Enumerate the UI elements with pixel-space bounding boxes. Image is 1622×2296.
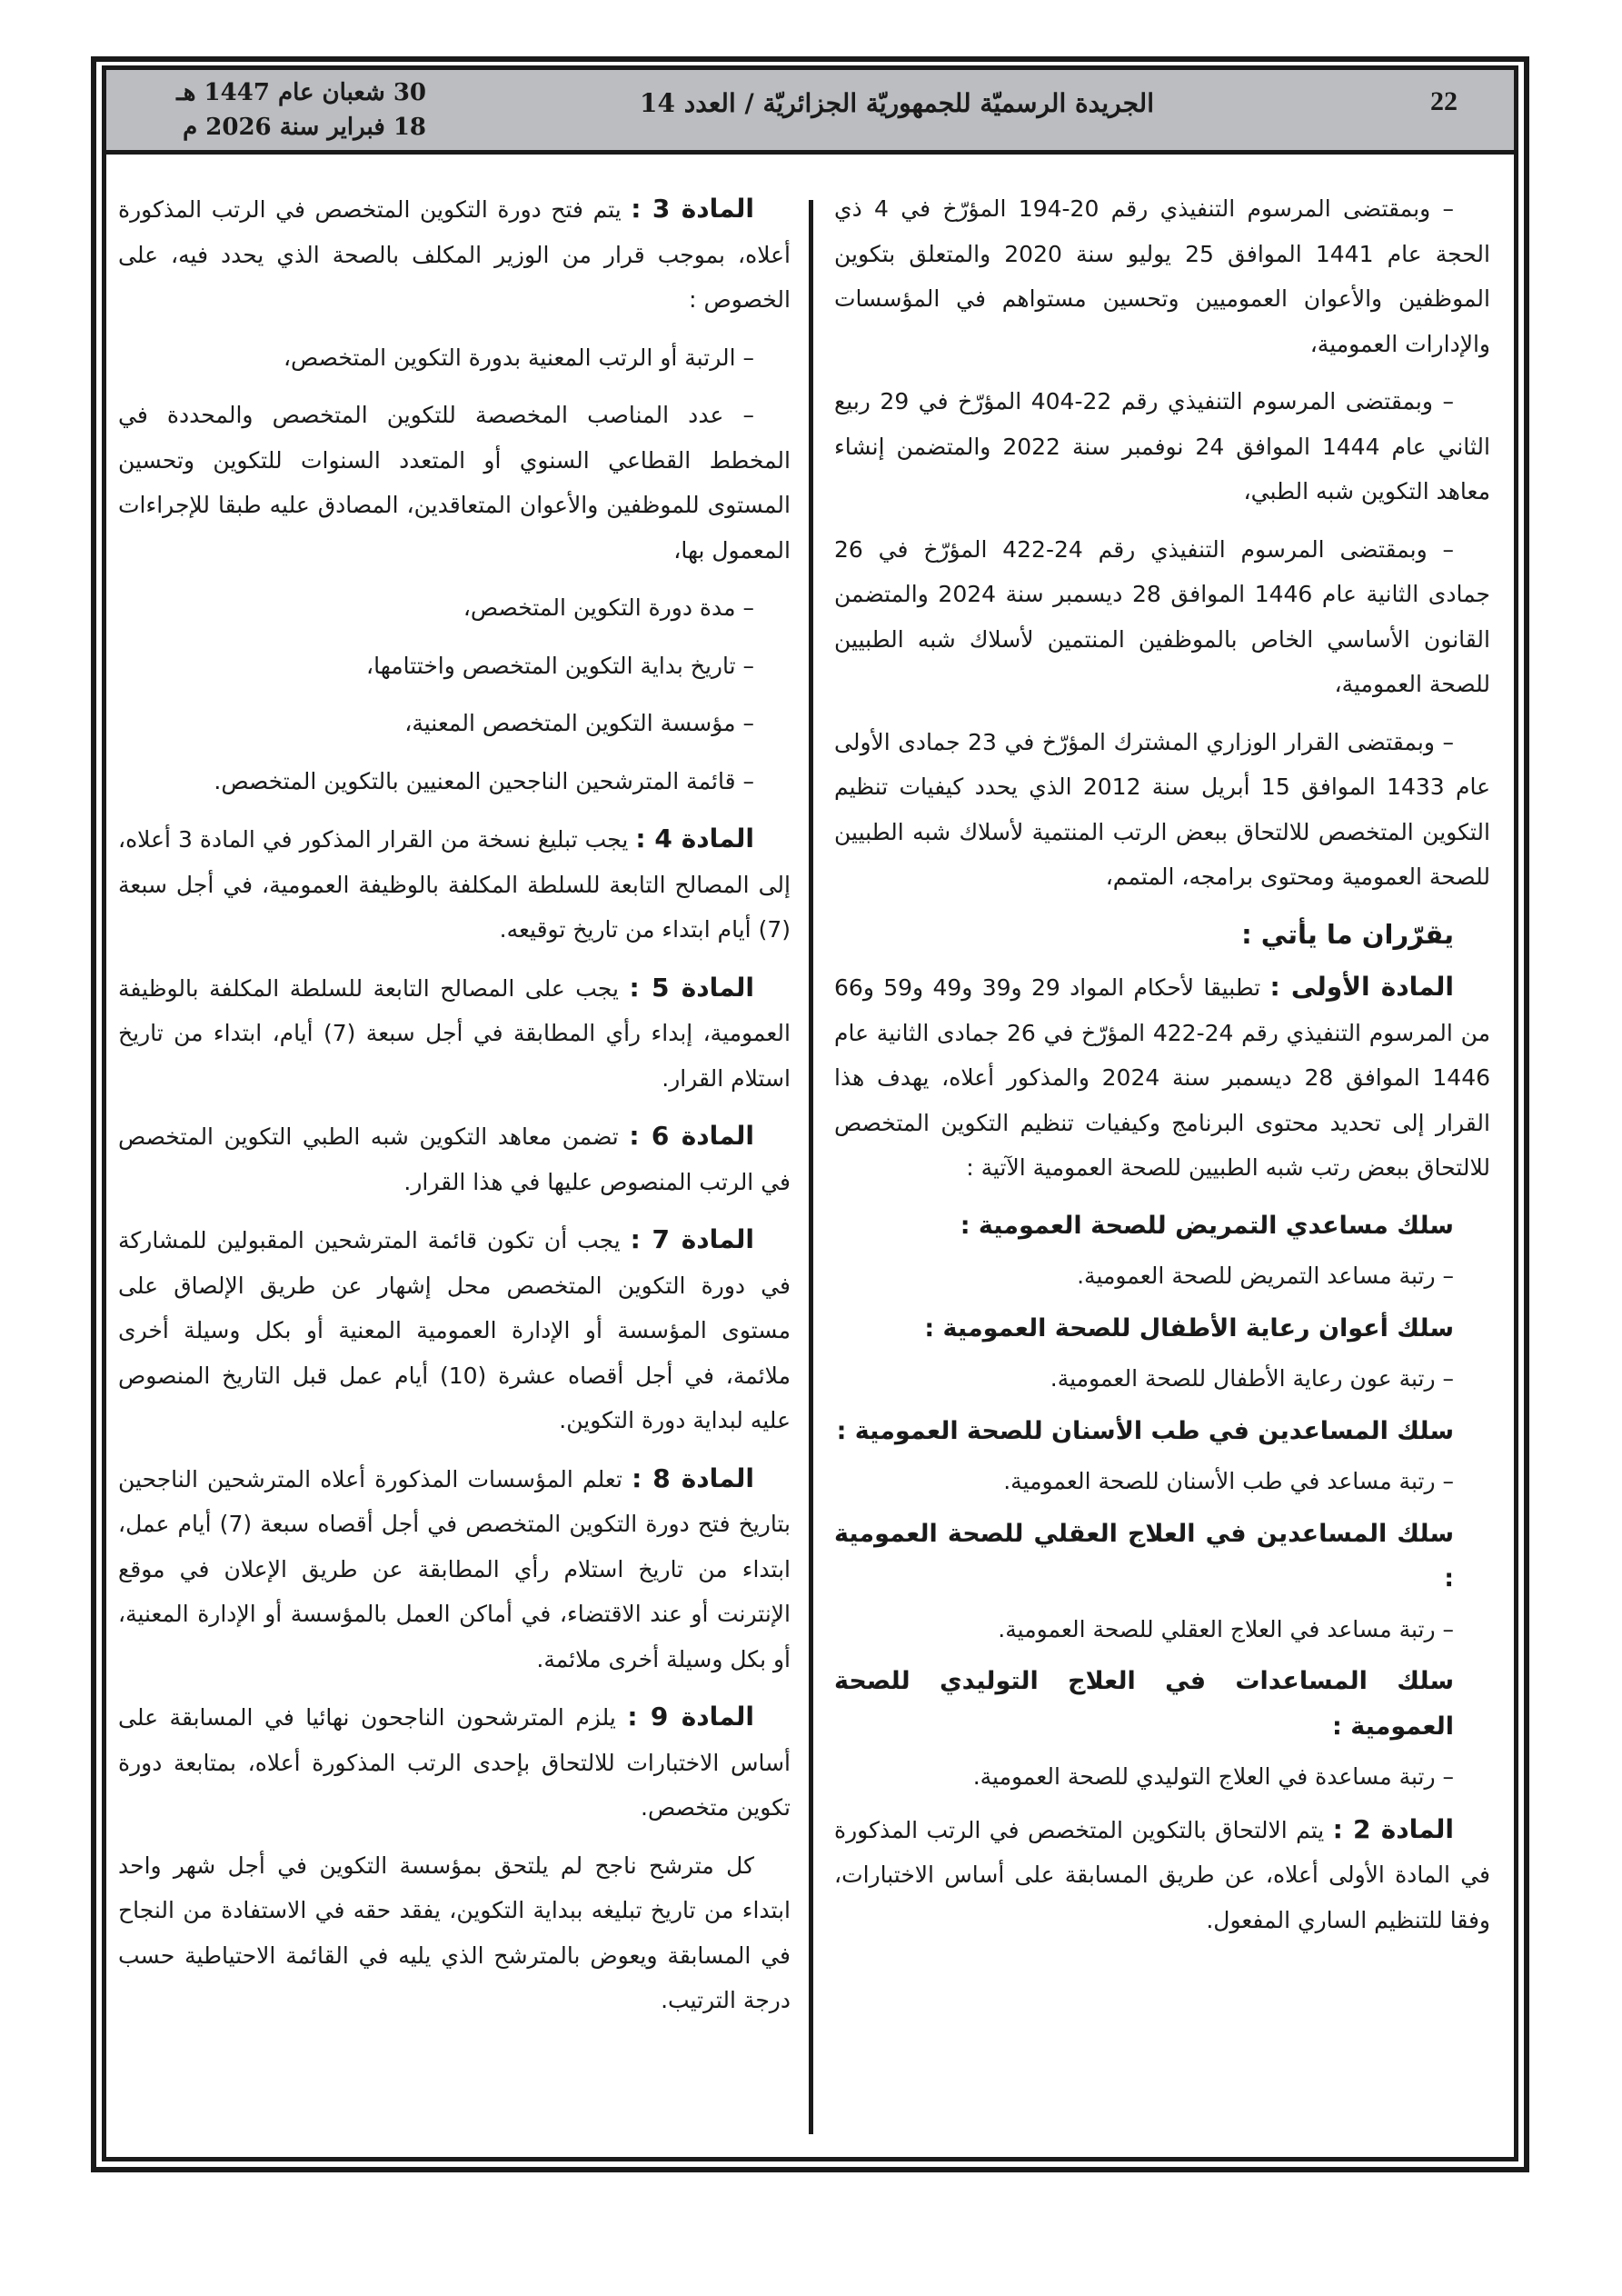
rank-item: – رتبة مساعدة في العلاج التوليدي للصحة العمومية. xyxy=(972,1763,1454,1790)
corps-title: سلك أعوان رعاية الأطفال للصحة العمومية : xyxy=(924,1313,1454,1343)
article-4 xyxy=(118,816,791,953)
article-text: يلزم المترشحون الناجحون نهائيا في المسابقة على أساس الاختبارات للالتحاق بإحدى الرتب المذكورة أعلاه، بمتابعة دورة تكوين متخصص. xyxy=(118,1704,791,1821)
article-text: تضمن معاهد التكوين شبه الطبي التكوين المتخصص في الرتب المنصوص عليها في هذا القرار. xyxy=(118,1123,791,1195)
date-gregorian: 18 فبراير سنة 2026 م xyxy=(183,114,426,141)
list-item: – مدة دورة التكوين المتخصص، xyxy=(463,594,754,621)
gazette-title: الجريدة الرسميّة للجمهوريّة الجزائريّة / العدد 14 xyxy=(640,88,1154,118)
issue-date xyxy=(126,75,426,145)
corps-title: سلك المساعدين في طب الأسنان للصحة العمومية : xyxy=(836,1416,1454,1445)
article-text: يجب تبليغ نسخة من القرار المذكور في المادة 3 أعلاه، إلى المصالح التابعة للسلطة المكلفة بالوظيفة العمومية، في أجل سبعة (7) أيام ابتداء من تاريخ توقيعه. xyxy=(118,826,791,943)
article-label: المادة 3 : xyxy=(631,194,755,224)
corps-title: سلك المساعدين في العلاج العقلي للصحة العمومية : xyxy=(834,1519,1454,1592)
date-hijri: 30 شعبان عام 1447 هـ xyxy=(176,79,426,106)
article-text: يجب أن تكون قائمة المترشحين المقبولين للمشاركة في دورة التكوين المتخصص محل إشهار عن طريق الإلصاق على مستوى المؤسسة أو الإدارة العمومية المعنية أو بكل وسيلة أخرى ملائمة، في أجل أقصاه عشرة (10) أيام عمل قبل التاريخ المنصوص عليه لبداية دورة التكوين. xyxy=(118,1227,791,1433)
article-2 xyxy=(834,1807,1490,1943)
column-divider xyxy=(809,200,813,2134)
article-9 xyxy=(118,1694,791,1831)
list-item: – تاريخ بداية التكوين المتخصص واختتامها، xyxy=(366,652,754,679)
article-label: المادة 2 : xyxy=(1332,1813,1454,1844)
article-text: يتم فتح دورة التكوين المتخصص في الرتب المذكورة أعلاه، بموجب قرار من الوزير المكلف بالصحة الذي يحدد فيه، على الخصوص : xyxy=(118,196,791,313)
article-label: المادة 5 : xyxy=(629,972,755,1003)
visa-paragraph: – وبمقتضى المرسوم التنفيذي رقم 20-194 المؤرّخ في 4 ذي الحجة عام 1441 الموافق 25 يوليو سنة 2020 والمتعلق بتكوين الموظفين والأعوان العموميين وتحسين مستواهم في المؤسسات والإدارات العمومية، xyxy=(834,195,1490,357)
rank-item: – رتبة مساعد في العلاج العقلي للصحة العمومية. xyxy=(998,1615,1454,1642)
article-9-continuation: كل مترشح ناجح لم يلتحق بمؤسسة التكوين في أجل شهر واحد ابتداء من تاريخ تبليغه ببداية التكوين، يفقد حقه في الاستفادة من النجاح في المسابقة ويعوض بالمترشح الذي يليه في القائمة الاحتياطية حسب درجة الترتيب. xyxy=(118,1852,791,2013)
list-item: – الرتبة أو الرتب المعنية بدورة التكوين المتخصص، xyxy=(283,344,754,371)
corps-title: سلك مساعدي التمريض للصحة العمومية : xyxy=(960,1211,1454,1240)
article-8 xyxy=(118,1456,791,1682)
rank-item: – رتبة مساعد التمريض للصحة العمومية. xyxy=(1077,1263,1454,1289)
article-text: يتم الالتحاق بالتكوين المتخصص في الرتب المذكورة في المادة الأولى أعلاه، عن طريق المسابقة على أساس الاختبارات، وفقا للتنظيم الساري المفعول. xyxy=(834,1816,1490,1933)
list-item: – قائمة المترشحين الناجحين المعنيين بالتكوين المتخصص. xyxy=(214,767,754,794)
article-label: المادة 7 : xyxy=(630,1224,755,1254)
article-text: تعلم المؤسسات المذكورة أعلاه المترشحين الناجحين بتاريخ فتح دورة التكوين المتخصص في أجل أقصاه سبعة (7) أيام عمل، ابتداء من تاريخ استلام رأي المطابقة عن طريق الإعلان في موقع الإنترنت أو عند الاقتضاء، في أماكن العمل بالمؤسسة أو الإدارة المعنية، أو بكل وسيلة أخرى ملائمة. xyxy=(118,1465,791,1672)
visa-paragraph: – وبمقتضى المرسوم التنفيذي رقم 22-404 المؤرّخ في 29 ربيع الثاني عام 1444 الموافق 24 نوفمبر سنة 2022 والمتضمن إنشاء معاهد التكوين شبه الطبي، xyxy=(834,388,1490,504)
article-label: المادة 6 : xyxy=(629,1121,755,1151)
rank-item: – رتبة مساعد في طب الأسنان للصحة العمومية. xyxy=(1003,1468,1454,1494)
gazette-header xyxy=(106,70,1514,155)
article-7 xyxy=(118,1217,791,1443)
article-text: يجب على المصالح التابعة للسلطة المكلفة بالوظيفة العمومية، إبداء رأي المطابقة في أجل سبعة (7) أيام، ابتداء من تاريخ استلام القرار. xyxy=(118,974,791,1092)
page-number: 22 xyxy=(1430,86,1458,116)
left-column xyxy=(118,186,791,2023)
article-text: تطبيقا لأحكام المواد 29 و39 و49 و59 و66 من المرسوم التنفيذي رقم 24-422 المؤرّخ في 26 جمادى الثانية عام 1446 الموافق 28 ديسمبر سنة 2024 والمذكور أعلاه، يهدف هذا القرار إلى تحديد محتوى البرنامج وكيفيات تنظيم التكوين المتخصص للالتحاق ببعض رتب شبه الطبيين للصحة العمومية الآتية : xyxy=(834,974,1491,1181)
visa-paragraph: – وبمقتضى المرسوم التنفيذي رقم 24-422 المؤرّخ في 26 جمادى الثانية عام 1446 الموافق 28 ديسمبر سنة 2024 والمتضمن القانون الأساسي الخاص بالموظفين المنتمين لأسلاك شبه الطبيين للصحة العمومية، xyxy=(834,535,1491,697)
decide-heading: يقرّران ما يأتي : xyxy=(1241,918,1454,950)
article-5 xyxy=(118,965,791,1102)
article-3 xyxy=(118,186,791,323)
right-column xyxy=(834,186,1490,1955)
article-1 xyxy=(834,964,1490,1191)
list-item: – مؤسسة التكوين المتخصص المعنية، xyxy=(404,710,754,736)
article-6 xyxy=(118,1113,791,1204)
article-label: المادة 9 : xyxy=(627,1702,754,1732)
article-label: المادة 4 : xyxy=(635,824,754,854)
rank-item: – رتبة عون رعاية الأطفال للصحة العمومية. xyxy=(1050,1365,1454,1392)
corps-title: سلك المساعدات في العلاج التوليدي للصحة العمومية : xyxy=(834,1667,1454,1741)
list-item: – عدد المناصب المخصصة للتكوين المتخصص والمحددة في المخطط القطاعي السنوي أو المتعدد السنوات للتكوين وتحسين المستوى للموظفين والأعوان المتعاقدين، المصادق عليه طبقا للإجراءات المعمول بها، xyxy=(118,402,791,564)
article-label: المادة الأولى : xyxy=(1269,972,1455,1002)
article-label: المادة 8 : xyxy=(632,1462,754,1493)
visa-paragraph: – وبمقتضى القرار الوزاري المشترك المؤرّخ في 23 جمادى الأولى عام 1433 الموافق 15 أبريل سنة 2012 الذي يحدد كيفيات تنظيم التكوين المتخصص للالتحاق ببعض الرتب المنتمية لأسلاك شبه الطبيين للصحة العمومية ومحتوى برامجه، المتمم، xyxy=(834,728,1491,890)
